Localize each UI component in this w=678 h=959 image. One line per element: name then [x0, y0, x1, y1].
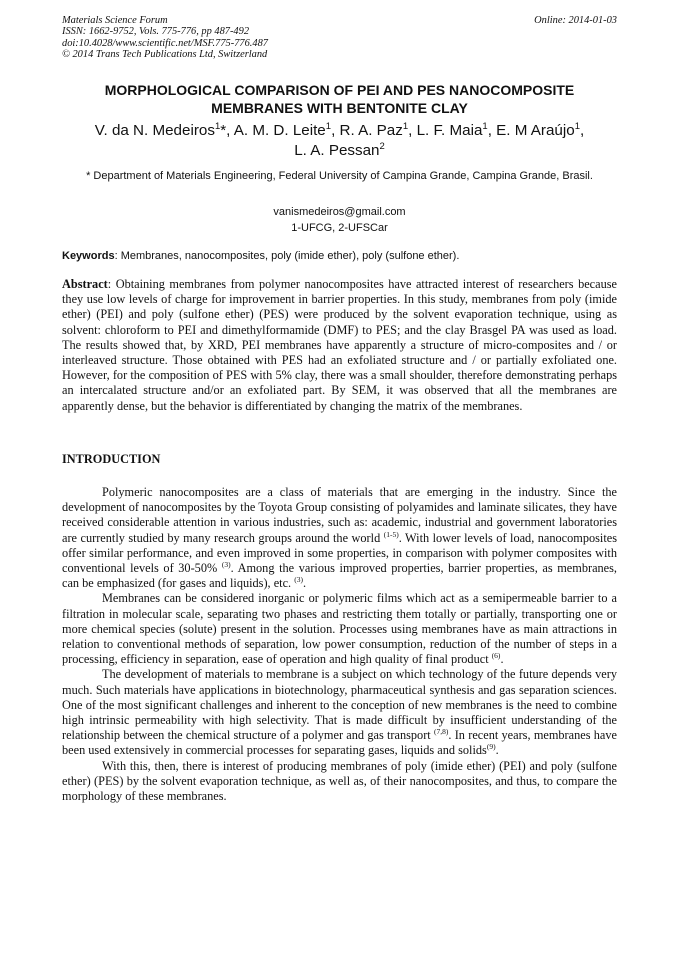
citation: (6)	[491, 651, 501, 661]
paragraph-text: The development of materials to membrane is a subject on which technology of the future depends very much. Such materials have applications in biotechnology, pharmaceutical synthesis and gas separation sciences. One of the most significant challenges and inherent to the conception of new membranes is the need to combine high intrinsic permeability with high selectivity. That is made difficult by insufficient understanding of the relationship between the chemical structure of a polymer and gas transport	[62, 667, 617, 743]
institution-codes: 1-UFCG, 2-UFSCar	[291, 221, 388, 234]
author-separator: ,	[331, 122, 340, 139]
author-affil-mark: 1	[482, 120, 488, 132]
paragraph-text: . Among the various improved properties, barrier properties, as membranes, can be emphasized (for gases and liquids), etc.	[62, 561, 617, 591]
paragraph	[62, 485, 617, 591]
citation: (7,8)	[433, 727, 449, 737]
author-name: A. M. D. Leite	[233, 122, 326, 139]
journal-header	[62, 15, 617, 61]
author-separator: ,	[579, 122, 585, 139]
keywords-text: : Membranes, nanocomposites, poly (imide ether), poly (sulfone ether).	[114, 250, 460, 262]
keywords-label: Keywords	[62, 250, 115, 262]
author-list	[62, 121, 617, 160]
paragraph-text: Membranes can be considered inorganic or polymeric films which act as a semipermeable barrier to a filtration in molecular scale, separating two phases and restricting them totally or partially, transporting one or more chemical species (solute) present in the solution. Processes using membranes have as main attractions in relation to conventional methods of separation, low power consumption, reduction of the number of steps in a processing, efficiency in separation, ease of operation and high quality of final product	[62, 591, 617, 667]
citation: (9)	[486, 742, 496, 752]
online-date: Online: 2014-01-03	[534, 15, 617, 26]
paragraph-text: .	[495, 743, 499, 758]
contact-block	[62, 205, 617, 236]
citation: (1-5)	[383, 529, 399, 539]
paragraph-text: Polymeric nanocomposites are a class of materials that are emerging in the industry. Since the development of nanocomposites by the Toyota Group consisting of polyamides and laminate silicates, they have received considerable attention in various industries, such as: academic, industrial and government laboratories are currently studied by many research groups around the world	[62, 485, 617, 545]
author-separator: ,	[487, 122, 497, 139]
paragraph	[62, 667, 617, 758]
paragraph	[62, 759, 617, 805]
author-name: R. A. Paz	[339, 122, 403, 139]
author-affil-mark: 1	[574, 120, 580, 132]
keywords	[62, 249, 617, 264]
section-heading-introduction: INTRODUCTION	[62, 452, 161, 466]
paragraph	[62, 591, 617, 667]
author-email: vanismedeiros@gmail.com	[273, 206, 406, 218]
issn-line: ISSN: 1662-9752, Vols. 775-776, pp 487-492	[62, 26, 250, 38]
abstract-text: : Obtaining membranes from polymer nanocomposites have attracted interest of researchers because they use low levels of charge for improvement in barrier properties. In this study, membranes from poly (imide ether) (PEI) and poly (sulfone ether) (PES) were produced by the solvent evaporation technique, using as solvent: chloroform to PEI and dimethylformamide (DMF) to PES; and the clay Brasgel PA was used as load. The results showed that, by XRD, PEI membranes have apparently a structure of micro-composites and / or interleaved structure. Those obtained with PES had an exfoliated structure and / or partially exfoliated one. However, for the composition of PES with 5% clay, there was a small shoulder, therefore demonstrating perhaps an intercalated structure and/or an exfoliated part. By SEM, it was observed that all the membranes are apparently dense, but the behavior is differentiated by changing the matrix of the membranes.	[62, 277, 617, 413]
paragraph-text: . With lower levels of load, nanocomposites offer similar performance, and even improved in some properties, in comparison with polymer composites with conventional levels of 30-50%	[62, 530, 617, 576]
citation: (3)	[294, 575, 303, 585]
affiliation: * Department of Materials Engineering, Federal University of Campina Grande, Campina Grande, Brasil.	[86, 170, 593, 182]
corresponding-mark: *,	[220, 122, 234, 139]
paragraph-text: . In recent years, membranes have been used extensively in commercial processes for separating gases, liquids and solids	[62, 728, 617, 758]
paragraph-text: With this, then, there is interest of producing membranes of poly (imide ether) (PEI) and poly (sulfone ether) (PES) by the solvent evaporation technique, as well as, of their nanocomposites, and thus, to compare the morphology of these membranes.	[62, 758, 617, 804]
citation: (3)	[221, 559, 231, 569]
author-affil-mark: 1	[214, 120, 221, 132]
author-name: L. F. Maia	[416, 122, 483, 139]
title-line-1: MORPHOLOGICAL COMPARISON OF PEI AND PES NANOCOMPOSITE	[104, 82, 575, 98]
doi-line: doi:10.4028/www.scientific.net/MSF.775-776.487	[62, 37, 268, 49]
title-line-2: MEMBRANES WITH BENTONITE CLAY	[211, 99, 468, 116]
author-name: L. A. Pessan	[294, 141, 380, 159]
abstract-label: Abstract	[62, 277, 108, 291]
author-affil-mark: 2	[379, 140, 385, 152]
author-separator: ,	[408, 122, 417, 139]
paragraph-text: .	[302, 576, 307, 591]
journal-name: Materials Science Forum	[62, 15, 168, 26]
copyright-line: © 2014 Trans Tech Publications Ltd, Switzerland	[62, 49, 268, 61]
paragraph-text: .	[500, 652, 504, 667]
paper-title	[62, 82, 617, 117]
introduction-body	[62, 485, 617, 804]
author-affil-mark: 1	[325, 120, 332, 132]
author-name: V. da N. Medeiros	[94, 122, 215, 139]
abstract	[62, 277, 617, 414]
author-name: E. M Araújo	[496, 122, 575, 139]
author-affil-mark: 1	[402, 120, 409, 132]
